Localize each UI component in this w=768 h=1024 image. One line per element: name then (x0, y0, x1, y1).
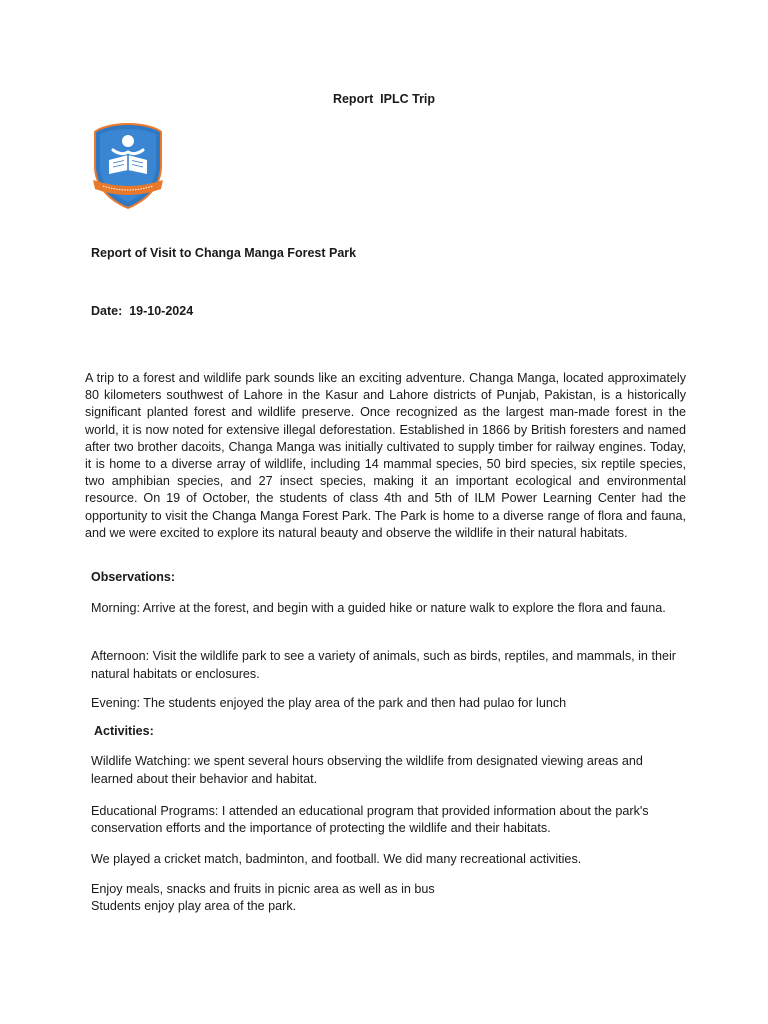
activities-title: Activities: (94, 724, 154, 738)
activity-educational-programs: Educational Programs: I attended an educational program that provided information about the park's conservation efforts and the importance of protecting the wildlife and their habitats. (91, 804, 649, 835)
observation-afternoon: Afternoon: Visit the wildlife park to see a variety of animals, such as birds, reptiles, and mammals, in their natural habitats or enclosures. (91, 649, 676, 681)
activity-sports: We played a cricket match, badminton, and football. We did many recreational activities. (91, 852, 582, 866)
report-heading: Report of Visit to Changa Manga Forest Park (91, 246, 357, 260)
activity-meals: Enjoy meals, snacks and fruits in picnic area as well as in bus (91, 882, 435, 896)
page-title: Report IPLC Trip (332, 92, 436, 106)
activity-wildlife-watching: Wildlife Watching: we spent several hours observing the wildlife from designated viewing areas and learned about their behavior and habitat. (91, 754, 643, 786)
report-date: Date: 19-10-2024 (91, 304, 194, 318)
activity-play-area: Students enjoy play area of the park. (91, 899, 297, 913)
observation-evening: Evening: The students enjoyed the play area of the park and then had pulao for lunch (91, 696, 567, 710)
intro-paragraph: A trip to a forest and wildlife park sounds like an exciting adventure. Changa Manga, located approximately 80 kilometers southwest of Lahore in the Kasur and Lahore districts of Punjab, Pakistan, is a historically significant planted forest and wildlife preserve. Once recognized as the largest man-made forest in the world, it is now noted for extensive illegal deforestation. Established in 1866 by British foresters and named after two brother dacoits, Changa Manga was initially cultivated to supply timber for railway engines. Today, it is home to a diverse array of wildlife, including 14 mammal species, 50 bird species, six reptile species, two amphibian species, and 27 insect species, making it an important ecological and environmental resource. On 19 of October, the students of class 4th and 5th of ILM Power Learning Center had the opportunity to visit the Changa Manga Forest Park. The Park is home to a diverse range of flora and fauna, and we were excited to explore its natural beauty and observe the wildlife in their natural habitats. (85, 371, 686, 540)
observations-title: Observations: (91, 570, 176, 584)
observation-morning: Morning: Arrive at the forest, and begin with a guided hike or nature walk to explore the flora and fauna. (91, 601, 666, 615)
school-shield-logo (91, 122, 165, 210)
